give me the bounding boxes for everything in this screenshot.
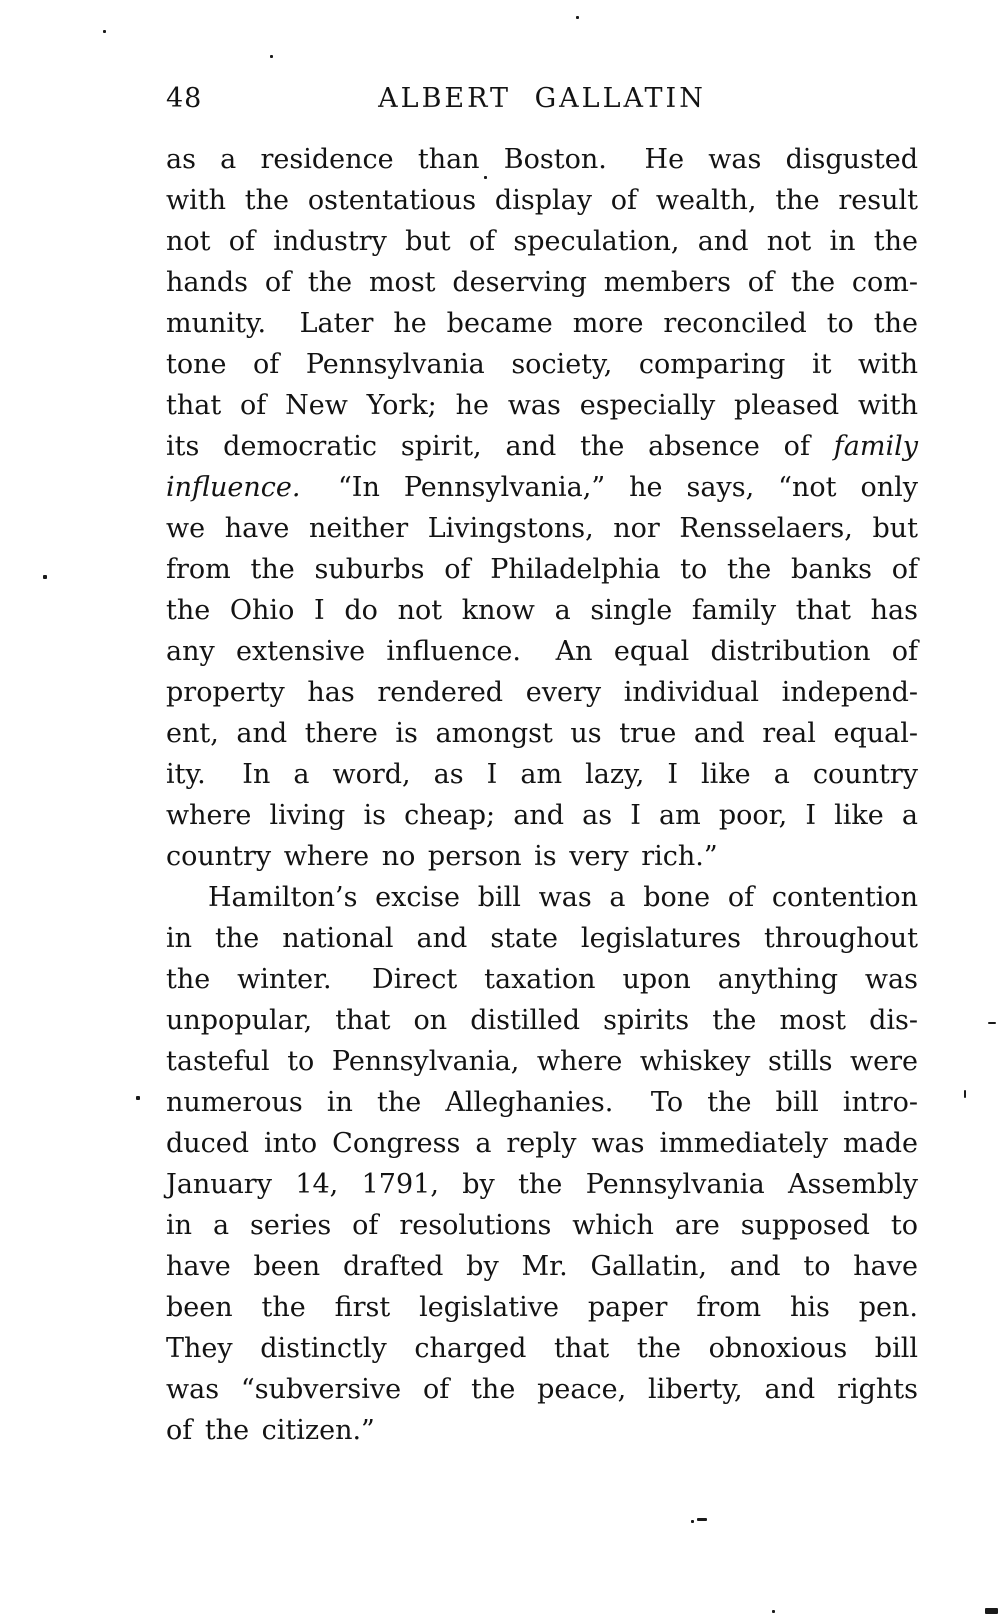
text-line: ent, and there is amongst us true and real equal- <box>166 718 918 749</box>
ink-speck <box>772 1610 775 1613</box>
text-line: duced into Congress a reply was immediately made <box>166 1128 918 1159</box>
text-line: any extensive influence. An equal distribution of <box>166 636 918 667</box>
text-line: January 14, 1791, by the Pennsylvania Assembly <box>166 1169 918 1200</box>
text-line: was “subversive of the peace, liberty, and rights <box>166 1374 918 1405</box>
text-line: hands of the most deserving members of the com- <box>166 267 918 298</box>
text-line: Hamilton’s excise bill was a bone of contention <box>208 882 918 913</box>
ink-speck <box>985 1608 998 1614</box>
text-line: tone of Pennsylvania society, comparing it with <box>166 349 918 380</box>
text-line: been the first legislative paper from his pen. <box>166 1292 918 1323</box>
ink-speck <box>43 575 47 579</box>
running-title: ALBERT GALLATIN <box>378 83 706 114</box>
page-header <box>166 84 918 114</box>
text-line: in the national and state legislatures throughout <box>166 923 918 954</box>
text-line: of the citizen.” <box>166 1415 375 1446</box>
text-line: we have neither Livingstons, nor Rensselaers, but <box>166 513 918 544</box>
text-line: its democratic spirit, and the absence of family <box>166 431 918 462</box>
text-line: influence. “In Pennsylvania,” he says, “not only <box>166 472 918 503</box>
text-line: property has rendered every individual independ- <box>166 677 918 708</box>
text-line: in a series of resolutions which are supposed to <box>166 1210 918 1241</box>
text-line: from the suburbs of Philadelphia to the banks of <box>166 554 918 585</box>
ink-speck <box>103 30 106 33</box>
text-line: unpopular, that on distilled spirits the most dis- <box>166 1005 918 1036</box>
ink-speck <box>697 1518 707 1521</box>
ink-speck <box>484 176 487 179</box>
text-line: that of New York; he was especially pleased with <box>166 390 918 421</box>
text-line: the Ohio I do not know a single family that has <box>166 595 918 626</box>
ink-speck <box>136 1096 140 1100</box>
ink-speck <box>270 55 273 58</box>
text-line: the winter. Direct taxation upon anything was <box>166 964 918 995</box>
text-line: as a residence than Boston. He was disgusted <box>166 144 918 175</box>
ink-speck <box>988 1022 996 1024</box>
text-line: not of industry but of speculation, and not in the <box>166 226 918 257</box>
text-line: with the ostentatious display of wealth, the result <box>166 185 918 216</box>
text-line: ity. In a word, as I am lazy, I like a country <box>166 759 918 790</box>
text-line: country where no person is very rich.” <box>166 841 718 872</box>
body-text <box>166 139 918 1451</box>
ink-speck <box>964 1090 966 1098</box>
text-line: They distinctly charged that the obnoxious bill <box>166 1333 918 1364</box>
page-number: 48 <box>166 83 203 114</box>
text-line: have been drafted by Mr. Gallatin, and to have <box>166 1251 918 1282</box>
ink-speck <box>691 1520 694 1523</box>
text-line: tasteful to Pennsylvania, where whiskey stills were <box>166 1046 918 1077</box>
text-line: where living is cheap; and as I am poor, I like a <box>166 800 918 831</box>
text-line: numerous in the Alleghanies. To the bill intro- <box>166 1087 918 1118</box>
text-line: munity. Later he became more reconciled to the <box>166 308 918 339</box>
ink-speck <box>576 16 579 19</box>
